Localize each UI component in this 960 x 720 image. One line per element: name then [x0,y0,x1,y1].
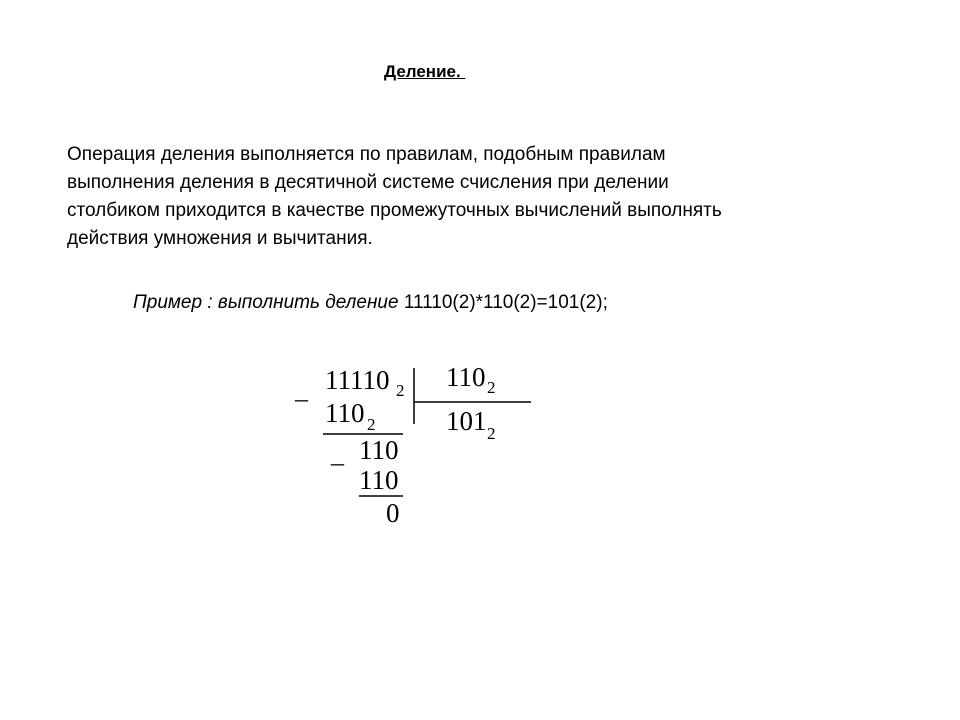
step1-subtrahend-base: 2 [367,415,376,434]
step1-remainder: 110 [359,435,399,465]
step1-subtrahend: 110 [325,398,365,428]
step2-subtrahend: 110 [359,465,399,495]
example-lead: Пример : выполнить деление [133,292,404,313]
quotient-number: 101 [446,406,487,436]
minus-sign-1: _ [295,375,308,404]
quotient-base: 2 [487,424,496,443]
paragraph-line-3: столбиком приходится в качестве промежуточных вычислений выполнять [67,200,722,221]
minus-sign-2: _ [331,439,344,468]
dividend-base: 2 [396,381,405,400]
divisor-base: 2 [487,378,496,397]
paragraph-line-4: действия умножения и вычитания. [67,228,373,249]
paragraph-line-2: выполнения деления в десятичной системе счисления при делении [67,172,669,193]
page-title: Деление. [384,62,466,81]
final-remainder: 0 [386,498,400,528]
divisor-number: 110 [446,362,486,392]
paragraph-line-1: Операция деления выполняется по правилам, подобным правилам [67,144,666,165]
example-expression: 11110(2)*110(2)=101(2); [403,292,608,313]
dividend-number: 11110 [325,365,390,395]
